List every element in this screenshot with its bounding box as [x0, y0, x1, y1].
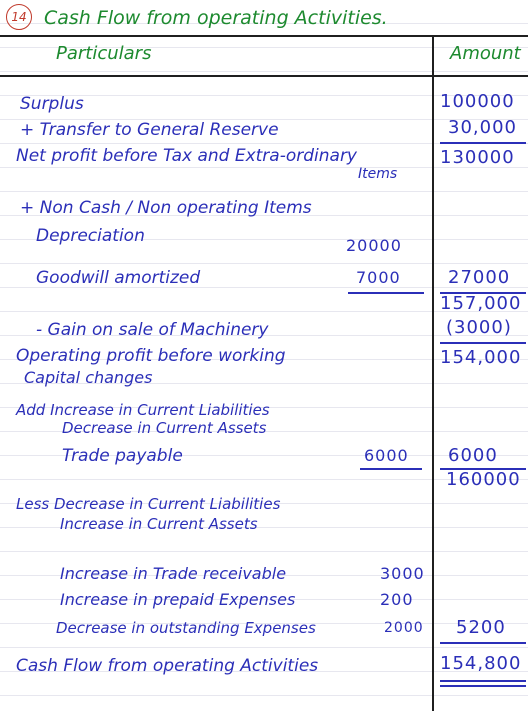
goodwill-underline [348, 292, 424, 294]
surplus-amount: 100000 [440, 91, 515, 112]
prepaid-value: 200 [380, 590, 414, 609]
transfer-label: + Transfer to General Reserve [20, 120, 279, 140]
transfer-amount: 30,000 [448, 117, 517, 138]
final-double-underline-top [440, 680, 526, 682]
outstanding-value: 2000 [384, 620, 424, 636]
depreciation-label: Depreciation [36, 226, 145, 246]
less-heading-line1: Less Decrease in Current Liabilities [16, 495, 281, 513]
operating-profit-label-cont: Capital changes [24, 368, 153, 387]
operating-profit-label: Operating profit before working [16, 346, 286, 366]
gain-sale-underline [440, 342, 526, 344]
statement-title: Cash Flow from operating Activities. [44, 7, 388, 29]
transfer-underline [440, 142, 526, 144]
gain-sale-label: - Gain on sale of Machinery [36, 320, 269, 340]
add-heading-line2: Decrease in Current Assets [62, 419, 267, 437]
trade-receivable-value: 3000 [380, 564, 425, 583]
final-double-underline-bottom [440, 685, 526, 687]
trade-payable-label: Trade payable [62, 446, 183, 466]
non-cash-heading: + Non Cash / Non operating Items [20, 198, 312, 218]
particulars-header: Particulars [56, 43, 152, 64]
goodwill-amount: 27000 [448, 267, 511, 288]
subtotal-2-amount: 160000 [446, 469, 521, 490]
outstanding-label: Decrease in outstanding Expenses [56, 619, 316, 637]
operating-profit-amount: 154,000 [440, 347, 522, 368]
final-amount: 154,800 [440, 653, 522, 674]
amount-column-divider [432, 36, 434, 711]
prepaid-label: Increase in prepaid Expenses [60, 590, 296, 609]
goodwill-value: 7000 [356, 268, 401, 287]
subtotal-1-amount: 157,000 [440, 293, 522, 314]
depreciation-value: 20000 [346, 236, 402, 255]
amount-header: Amount [450, 43, 521, 64]
net-profit-label-cont: Items [358, 166, 398, 182]
net-profit-label: Net profit before Tax and Extra-ordinary [16, 146, 357, 166]
less-heading-line2: Increase in Current Assets [60, 515, 258, 533]
add-heading-line1: Add Increase in Current Liabilities [16, 401, 270, 419]
final-label: Cash Flow from operating Activities [16, 656, 319, 676]
trade-payable-amount: 6000 [448, 445, 498, 466]
surplus-label: Surplus [20, 94, 84, 114]
header-divider [0, 75, 528, 77]
net-profit-amount: 130000 [440, 147, 515, 168]
question-number-circle: 14 [6, 4, 32, 30]
outstanding-underline [440, 642, 526, 644]
trade-payable-value-underline [360, 468, 422, 470]
title-divider [0, 35, 528, 37]
goodwill-label: Goodwill amortized [36, 268, 201, 288]
trade-receivable-label: Increase in Trade receivable [60, 564, 287, 583]
gain-sale-amount: (3000) [446, 317, 512, 338]
trade-payable-value: 6000 [364, 446, 409, 465]
outstanding-amount: 5200 [456, 617, 506, 638]
